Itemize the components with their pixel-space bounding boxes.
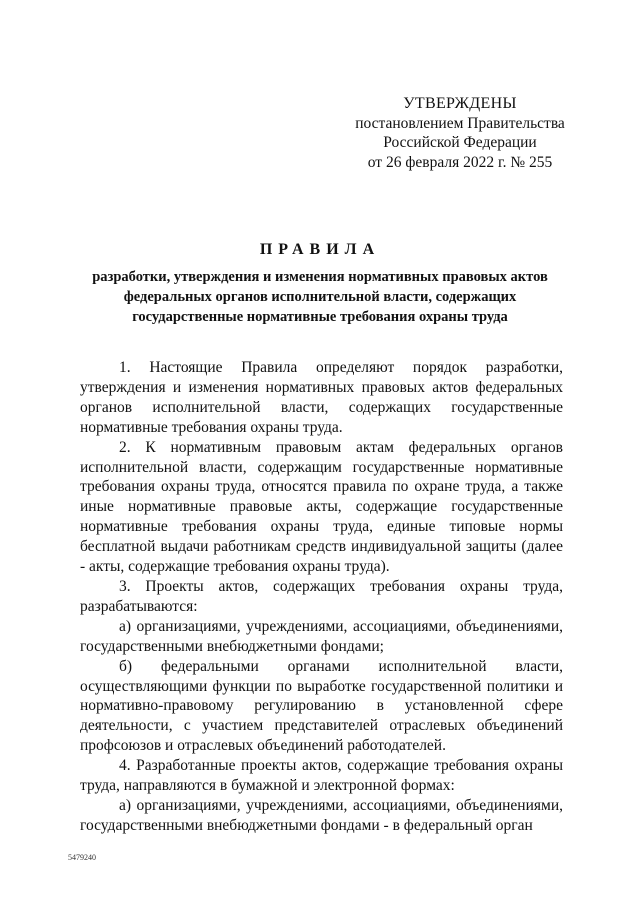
paragraph-4: 4. Разработанные проекты актов, содержащие требования охраны труда, направляются в бумажной и электронной формах: <box>80 757 563 795</box>
paragraph-1: 1. Настоящие Правила определяют порядок разработки, утверждения и изменения нормативных правовых актов федеральных органов исполнительной власти, содержащих государственные нормативные требования охраны труда. <box>80 359 563 436</box>
approval-heading: УТВЕРЖДЕНЫ <box>403 95 517 112</box>
approval-line: постановлением Правительства <box>355 114 565 132</box>
document-body <box>80 358 563 836</box>
paragraph-3a: а) организациями, учреждениями, ассоциациями, объединениями, государственными внебюджетными фондами; <box>80 617 563 655</box>
approval-line: Российской Федерации <box>383 134 537 151</box>
approval-block <box>350 94 570 172</box>
paragraph-4a: а) организациями, учреждениями, ассоциациями, объединениями, государственными внебюджетными фондами - в федеральный орган <box>80 796 563 834</box>
document-title: ПРАВИЛА <box>259 241 381 258</box>
paragraph-3: 3. Проекты актов, содержащих требования охраны труда, разрабатываются: <box>80 577 563 615</box>
paragraph-3b: б) федеральными органами исполнительной власти, осуществляющими функции по выработке государственной политики и нормативно-правовому регулированию в установленной сфере деятельности, с участием представителей отраслевых объединений профсоюзов и отраслевых объединений работодателей. <box>80 657 563 755</box>
document-subtitle: разработки, утверждения и изменения нормативных правовых актов федеральных органов исполнительной власти, содержащих государственные нормативные требования охраны труда <box>92 269 548 325</box>
approval-date-number: от 26 февраля 2022 г. № 255 <box>367 153 553 171</box>
paragraph-2: 2. К нормативным правовым актам федеральных органов исполнительной власти, содержащим государственные нормативные требования охраны труда, относятся правила по охране труда, а также иные нормативные правовые акты, содержащие государственные нормативные требования охраны труда, единые типовые нормы бесплатной выдачи работникам средств индивидуальной защиты (далее - акты, содержащие требования охраны труда). <box>80 438 563 576</box>
footer-code: 5479240 <box>68 853 96 862</box>
